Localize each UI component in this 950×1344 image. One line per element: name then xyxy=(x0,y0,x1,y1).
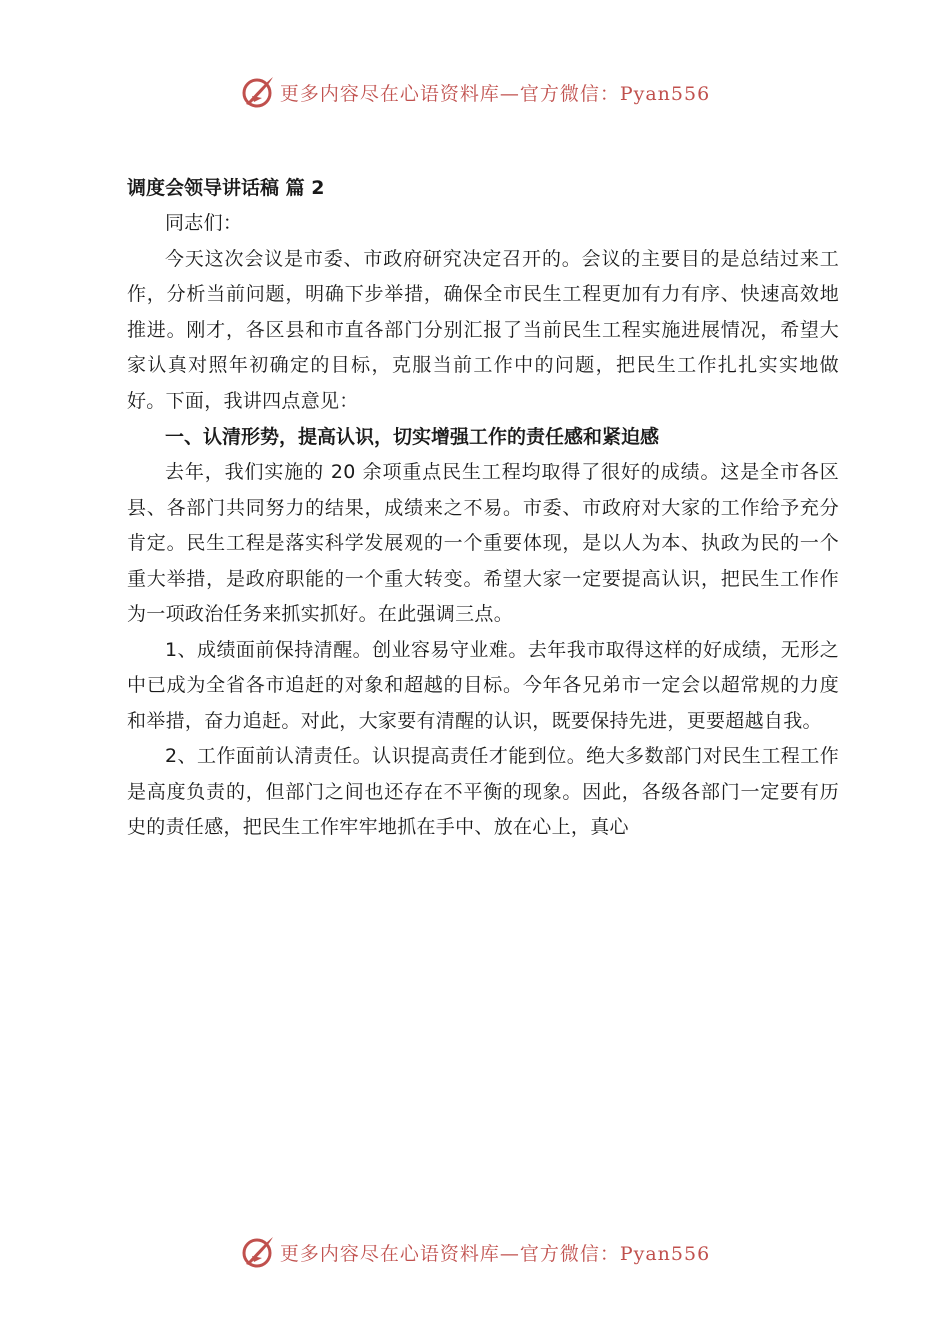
point-2-paragraph: 2、工作面前认清责任。认识提高责任才能到位。绝大多数部门对民生工程工作是高度负责的，但部门之间也还存在不平衡的现象。因此，各级各部门一定要有历史的责任感，把民生工作牢牢地抓在手中、放在心上，真心 xyxy=(127,745,839,838)
intro-paragraph: 今天这次会议是市委、市政府研究决定召开的。会议的主要目的是总结过来工作，分析当前问题，明确下步举措，确保全市民生工程更加有力有序、快速高效地推进。刚才，各区县和市直各部门分别汇报了当前民生工程实施进展情况，希望大家认真对照年初确定的目标，克服当前工作中的问题，把民生工作扎扎实实地做好。下面，我讲四点意见： xyxy=(127,247,839,412)
document-body xyxy=(127,170,839,846)
quill-pen-logo-icon xyxy=(240,1234,276,1270)
footer-banner xyxy=(0,1232,950,1272)
quill-pen-logo-icon xyxy=(240,74,276,110)
salutation: 同志们： xyxy=(165,212,243,234)
point-1-paragraph: 1、成绩面前保持清醒。创业容易守业难。去年我市取得这样的好成绩，无形之中已成为全省各市追赶的对象和超越的目标。今年各兄弟市一定会以超常规的力度和举措，奋力追赶。对此，大家要有清醒的认识，既要保持先进，更要超越自我。 xyxy=(127,638,839,732)
header-banner xyxy=(0,72,950,112)
header-banner-text: 更多内容尽在心语资料库—官方微信：Pyan556 xyxy=(279,82,711,105)
section-1-paragraph: 去年，我们实施的 20 余项重点民生工程均取得了很好的成绩。这是全市各区县、各部门共同努力的结果，成绩来之不易。市委、市政府对大家的工作给予充分肯定。民生工程是落实科学发展观的一个重要体现，是以人为本、执政为民的一个重大举措，是政府职能的一个重大转变。希望大家一定要提高认识，把民生工作作为一项政治任务来抓实抓好。在此强调三点。 xyxy=(127,461,839,625)
section-1-heading: 一、认清形势，提高认识，切实增强工作的责任感和紧迫感 xyxy=(165,426,660,448)
footer-banner-text: 更多内容尽在心语资料库—官方微信：Pyan556 xyxy=(279,1242,711,1265)
document-title: 调度会领导讲话稿 篇 2 xyxy=(127,177,325,199)
